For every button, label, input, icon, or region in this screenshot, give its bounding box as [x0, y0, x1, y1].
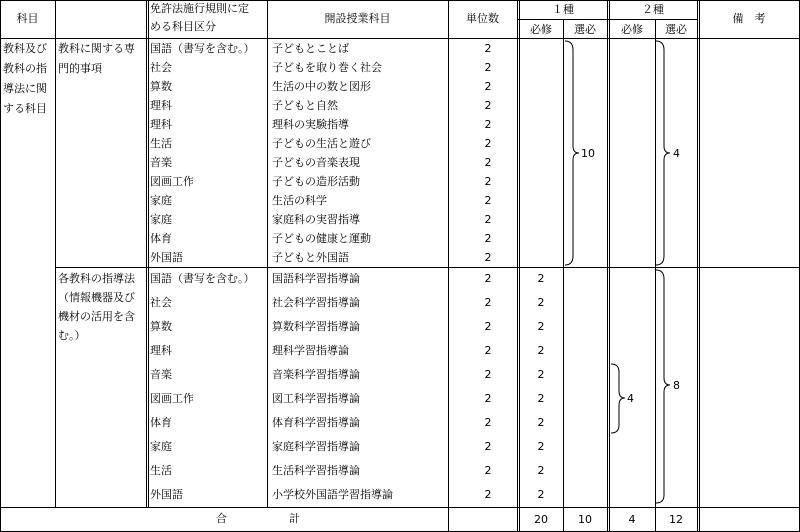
total-type2-required: 4 [628, 513, 636, 526]
row-type1-required: 2 [537, 368, 545, 381]
group-line: 各教科の指導法 [58, 272, 135, 285]
header-type2: ２種 [642, 3, 664, 16]
row-course: 生活科学習指導論 [272, 464, 360, 477]
row-units: 2 [484, 344, 492, 357]
row-category: 社会 [150, 296, 172, 309]
brace-type1-elective [565, 41, 579, 265]
header-type1-elective: 選必 [574, 23, 596, 36]
row-category: 生活 [150, 137, 172, 150]
row-units: 2 [484, 232, 492, 245]
row-units: 2 [484, 99, 492, 112]
row-category: 体育 [150, 232, 172, 245]
brace-label-type2-required: 4 [627, 392, 634, 405]
row-category: 理科 [150, 99, 172, 112]
row-category: 社会 [150, 61, 172, 74]
row-category: 音楽 [150, 156, 172, 169]
row-course: 生活の科学 [272, 194, 327, 207]
row-category: 図画工作 [150, 175, 194, 188]
row-category: 図画工作 [150, 392, 194, 405]
brace-type2-elective-1 [656, 41, 670, 265]
header-type1-required: 必修 [530, 23, 552, 36]
row-units: 2 [484, 251, 492, 264]
row-units: 2 [484, 416, 492, 429]
row-category: 家庭 [150, 194, 172, 207]
header-subject: 科目 [16, 12, 39, 25]
brace-label-type2-elective-2: 8 [673, 379, 680, 392]
group-line: 機材の活用を含 [58, 310, 135, 323]
row-category: 体育 [150, 416, 172, 429]
row-type1-required: 2 [537, 416, 545, 429]
row-type1-required: 2 [537, 488, 545, 501]
brace-label-type1-elective: 10 [581, 147, 595, 160]
row-course: 子どもの音楽表現 [272, 156, 360, 169]
brace-label-type2-elective-1: 4 [673, 147, 680, 160]
row-course: 社会科学習指導論 [272, 296, 360, 309]
header-category-line2: める科目区分 [150, 20, 216, 33]
row-units: 2 [484, 137, 492, 150]
row-units: 2 [484, 213, 492, 226]
row-category: 理科 [150, 118, 172, 131]
row-category: 外国語 [150, 251, 183, 264]
row-course: 子どもとことば [272, 42, 349, 55]
row-course: 算数科学習指導論 [272, 320, 360, 333]
total-type1-required: 20 [534, 513, 548, 526]
subject-line: 教科及び [3, 42, 47, 55]
row-course: 子どもを取り巻く社会 [272, 61, 382, 74]
total-type1-elective: 10 [578, 513, 592, 526]
header-category-line1: 免許法施行規則に定 [150, 2, 249, 15]
row-units: 2 [484, 272, 492, 285]
subject-line: 教科の指 [3, 62, 47, 75]
row-units: 2 [484, 320, 492, 333]
row-course: 小学校外国語学習指導論 [272, 488, 393, 501]
row-course: 子どもの生活と遊び [272, 137, 371, 150]
group-line: 教科に関する専 [58, 42, 135, 55]
row-units: 2 [484, 61, 492, 74]
row-category: 生活 [150, 464, 172, 477]
total-type2-elective: 12 [669, 513, 683, 526]
row-category: 算数 [150, 320, 172, 333]
row-type1-required: 2 [537, 392, 545, 405]
row-category: 外国語 [150, 488, 183, 501]
row-units: 2 [484, 42, 492, 55]
row-course: 子どもと外国語 [272, 251, 349, 264]
row-units: 2 [484, 368, 492, 381]
header-course: 開設授業科目 [324, 12, 391, 25]
total-label-left: 合 [216, 512, 227, 525]
row-course: 理科学習指導論 [272, 344, 349, 357]
row-course: 体育科学習指導論 [272, 416, 360, 429]
header-type2-elective: 選必 [665, 23, 687, 36]
row-course: 子どもの造形活動 [272, 175, 360, 188]
row-category: 算数 [150, 80, 172, 93]
row-type1-required: 2 [537, 296, 545, 309]
row-type1-required: 2 [537, 440, 545, 453]
row-course: 音楽科学習指導論 [272, 368, 360, 381]
group-line: （情報機器及び [58, 291, 135, 304]
header-type1: １種 [552, 3, 574, 16]
group-line: 門的事項 [58, 62, 102, 75]
row-type1-required: 2 [537, 344, 545, 357]
row-category: 国語（書写を含む。） [150, 42, 255, 55]
row-course: 子どもと自然 [272, 99, 338, 112]
row-units: 2 [484, 118, 492, 131]
row-units: 2 [484, 440, 492, 453]
header-type2-required: 必修 [621, 23, 643, 36]
row-course: 図工科学習指導論 [272, 392, 360, 405]
subject-line: する科目 [3, 102, 47, 115]
subject-line: 導法に関 [3, 82, 47, 95]
row-units: 2 [484, 488, 492, 501]
total-label-right: 計 [289, 512, 300, 525]
row-type1-required: 2 [537, 272, 545, 285]
row-type1-required: 2 [537, 464, 545, 477]
brace-type2-required [611, 364, 625, 433]
brace-type2-elective-2 [656, 270, 670, 503]
row-category: 国語（書写を含む。） [150, 272, 255, 285]
row-category: 理科 [150, 344, 172, 357]
row-category: 家庭 [150, 440, 172, 453]
row-units: 2 [484, 296, 492, 309]
row-type1-required: 2 [537, 320, 545, 333]
row-units: 2 [484, 194, 492, 207]
row-units: 2 [484, 464, 492, 477]
row-category: 家庭 [150, 213, 172, 226]
row-course: 家庭科の実習指導 [272, 213, 360, 226]
row-units: 2 [484, 156, 492, 169]
row-course: 理科の実験指導 [272, 118, 349, 131]
row-course: 子どもの健康と運動 [272, 232, 371, 245]
row-category: 音楽 [150, 368, 172, 381]
group-line: む。） [58, 329, 86, 342]
row-course: 生活の中の数と図形 [272, 80, 371, 93]
header-remarks: 備 考 [732, 12, 766, 25]
row-course: 国語科学習指導論 [272, 272, 360, 285]
header-units: 単位数 [466, 12, 499, 25]
row-units: 2 [484, 392, 492, 405]
row-course: 家庭科学習指導論 [272, 440, 360, 453]
row-units: 2 [484, 175, 492, 188]
row-units: 2 [484, 80, 492, 93]
